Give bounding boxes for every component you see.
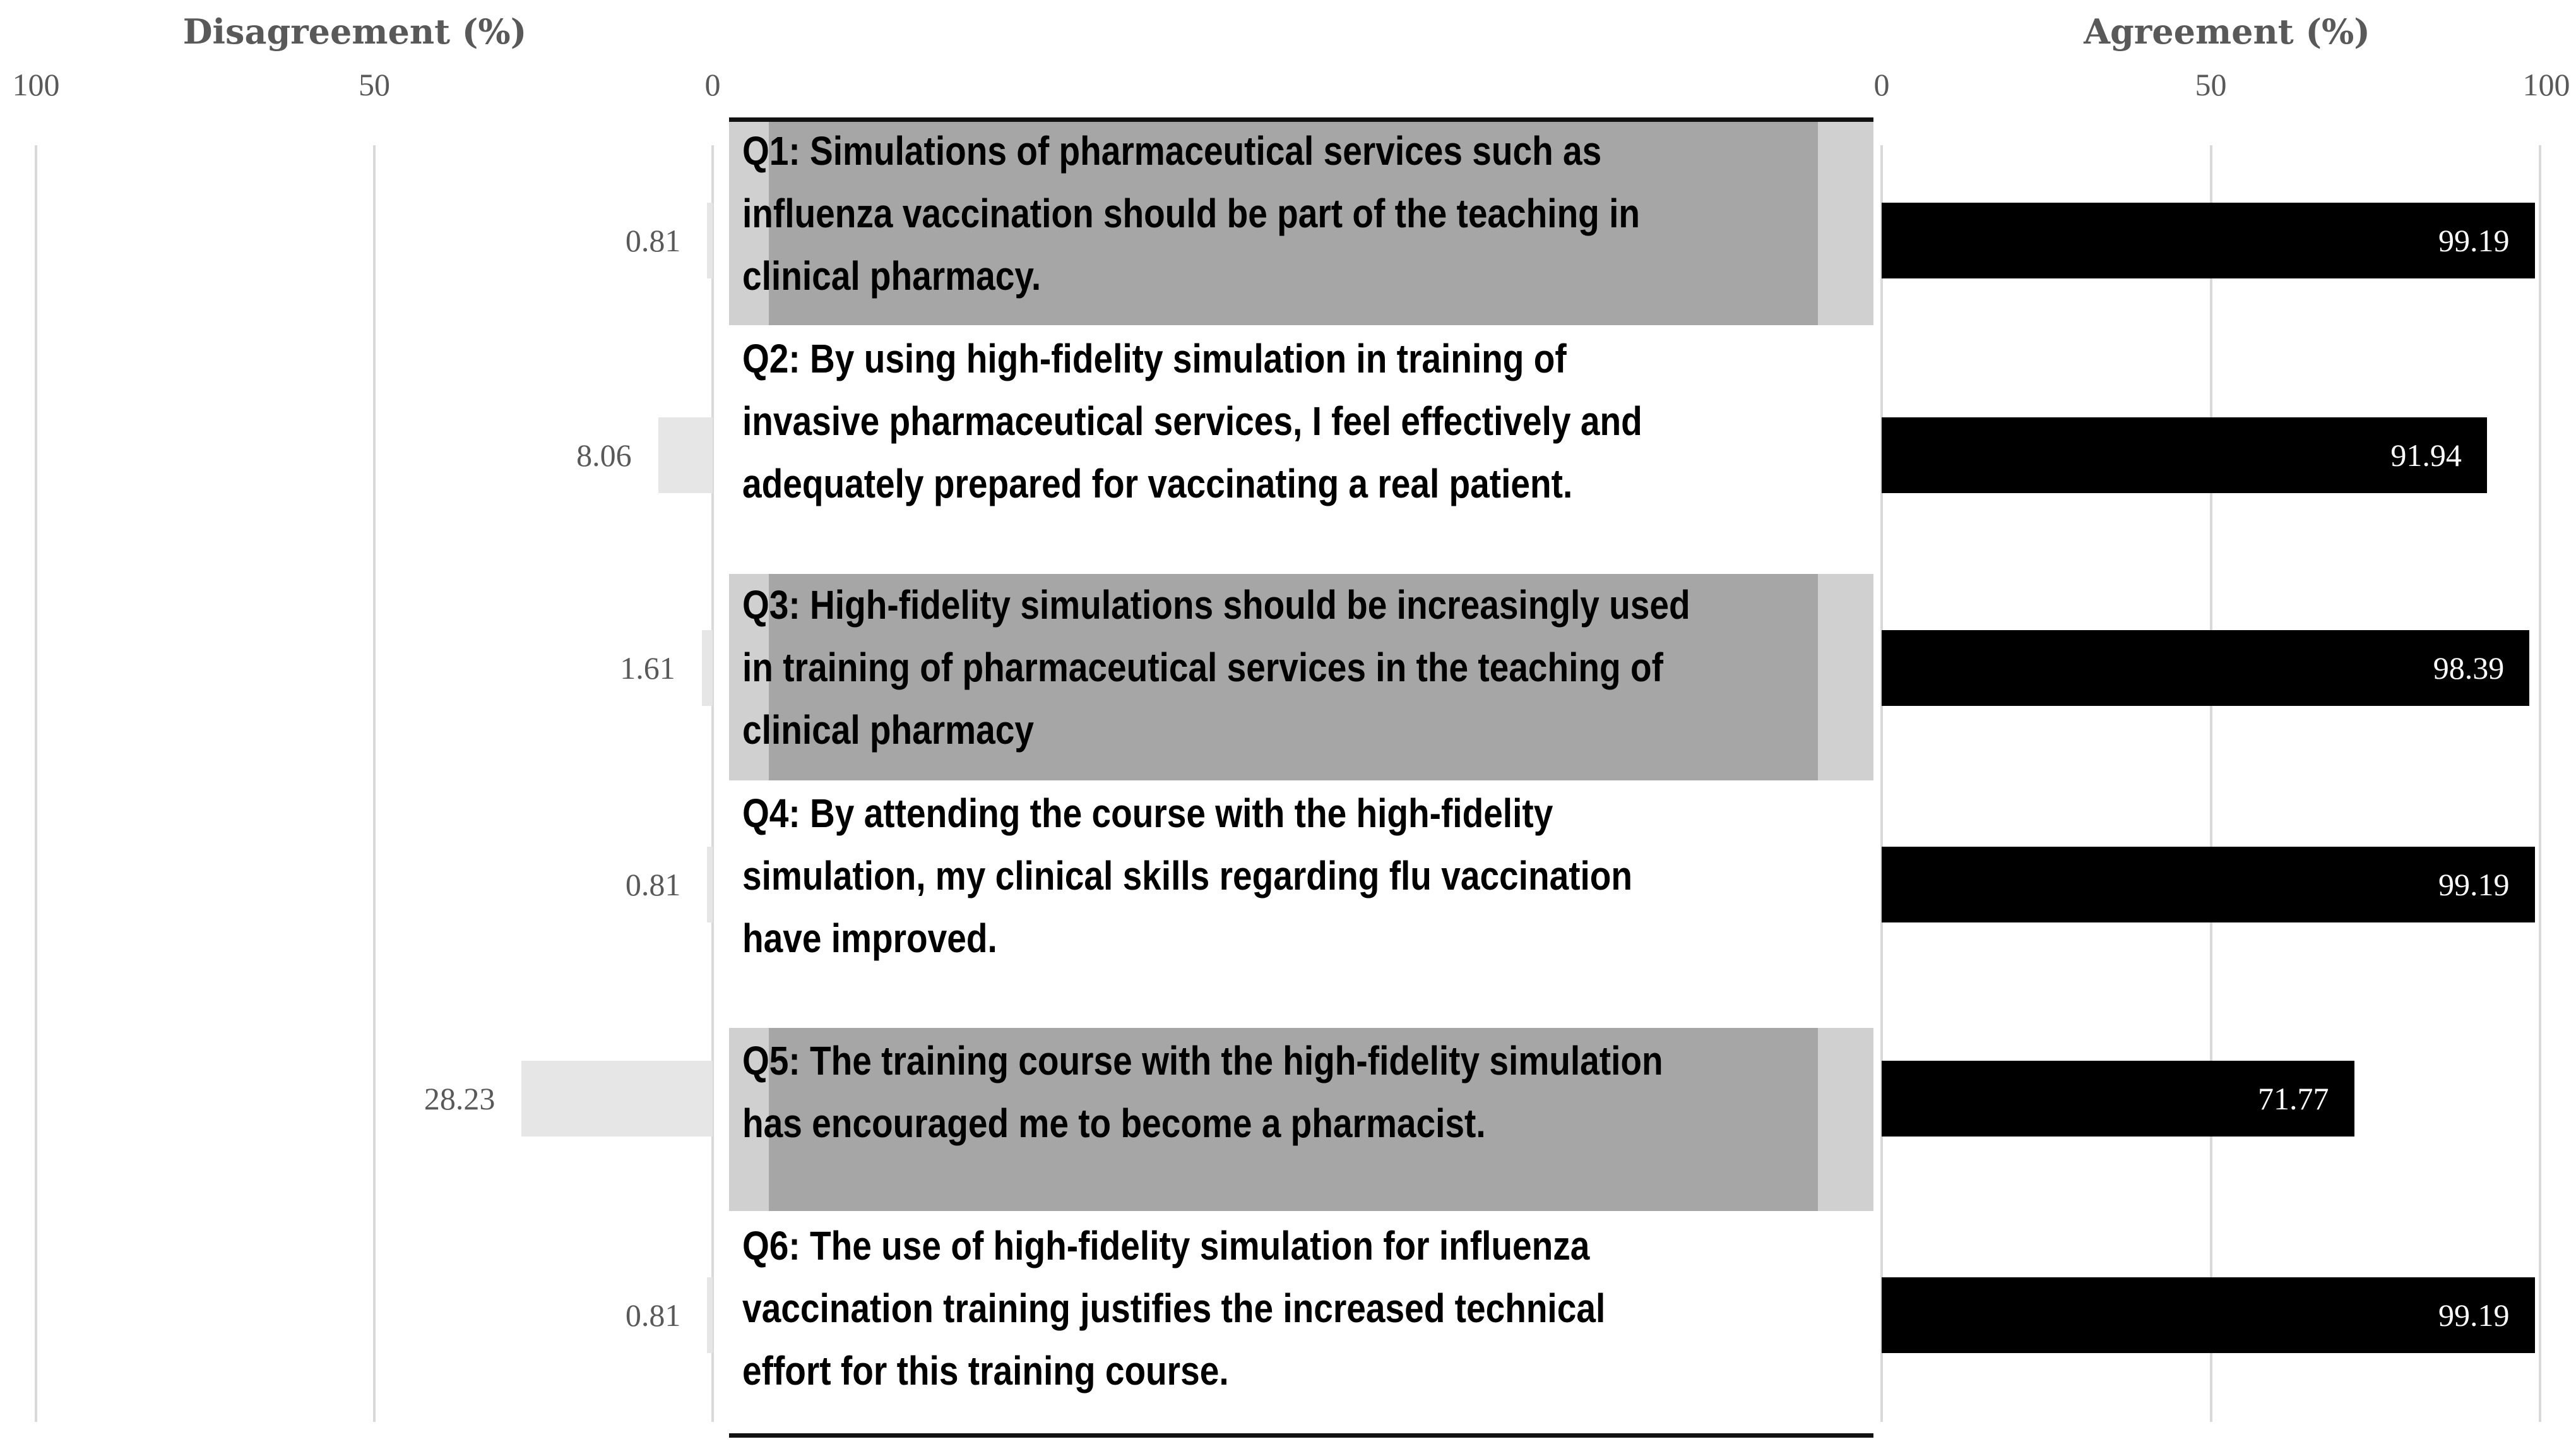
disagreement-tick-label: 100	[12, 67, 60, 102]
disagreement-value-label: 28.23	[424, 1081, 496, 1116]
question-line: clinical pharmacy.	[742, 253, 1042, 299]
agreement-bar	[1882, 847, 2535, 922]
gridline	[35, 145, 37, 1422]
panel-bottom-rule	[729, 1433, 1873, 1438]
question-line: Q2: By using high-fidelity simulation in training of	[742, 336, 1567, 381]
question-text-q5	[742, 1030, 1663, 1155]
question-line: clinical pharmacy	[742, 707, 1034, 753]
question-text-q3	[742, 574, 1690, 761]
agreement-value-label: 99.19	[2438, 223, 2510, 258]
agreement-value-label: 71.77	[2258, 1081, 2329, 1116]
gridline	[373, 145, 376, 1422]
disagreement-bar	[707, 847, 713, 922]
question-line: Q5: The training course with the high-fidelity simulation	[742, 1038, 1663, 1083]
agreement-tick-label: 0	[1873, 67, 1890, 102]
question-line: Q4: By attending the course with the high-fidelity	[742, 791, 1553, 836]
agreement-axis-title: Agreement (%)	[2084, 11, 2370, 52]
question-line: Q3: High-fidelity simulations should be increasingly used	[742, 582, 1690, 628]
question-line: has encouraged me to become a pharmacist.	[742, 1101, 1486, 1146]
disagreement-bar	[707, 1277, 713, 1353]
disagreement-value-label: 1.61	[620, 650, 675, 686]
agreement-tick-label: 100	[2522, 67, 2570, 102]
disagreement-value-label: 0.81	[625, 223, 681, 258]
disagreement-tick-label: 50	[359, 67, 390, 102]
question-text-q1	[742, 120, 1640, 307]
disagreement-bar	[702, 630, 713, 706]
question-line: vaccination training justifies the increased technical	[742, 1286, 1606, 1331]
question-line: Q6: The use of high-fidelity simulation for influenza	[742, 1223, 1590, 1268]
question-line: simulation, my clinical skills regarding flu vaccination	[742, 853, 1633, 898]
gridline	[2210, 145, 2212, 1422]
gridline	[711, 145, 714, 1422]
agreement-bar	[1882, 1277, 2535, 1353]
agreement-value-label: 99.19	[2438, 867, 2510, 902]
disagreement-value-label: 0.81	[625, 867, 681, 902]
gridline	[2539, 145, 2541, 1422]
question-text-q2	[742, 328, 1642, 515]
disagreement-bar	[658, 417, 713, 493]
disagreement-bar	[707, 203, 713, 278]
agreement-tick-label: 50	[2195, 67, 2227, 102]
agreement-bar	[1882, 203, 2535, 278]
question-text-q6	[742, 1215, 1605, 1402]
disagreement-bar	[521, 1061, 713, 1137]
agreement-value-label: 99.19	[2438, 1298, 2510, 1333]
question-line: adequately prepared for vaccinating a real patient.	[742, 461, 1573, 506]
gridline	[1880, 145, 1883, 1422]
disagreement-value-label: 0.81	[625, 1298, 681, 1333]
disagreement-tick-label: 0	[704, 67, 721, 102]
disagreement-value-label: 8.06	[576, 438, 632, 473]
agreement-bar	[1882, 630, 2529, 706]
disagreement-axis-title: Disagreement (%)	[182, 11, 527, 52]
question-line: Q1: Simulations of pharmaceutical services such as	[742, 128, 1602, 174]
question-text-q4	[742, 782, 1632, 970]
question-line: in training of pharmaceutical services in the teaching of	[742, 645, 1663, 690]
question-line: influenza vaccination should be part of the teaching in	[742, 191, 1641, 236]
question-line: effort for this training course.	[742, 1348, 1229, 1393]
agreement-value-label: 98.39	[2433, 650, 2505, 686]
question-line: invasive pharmaceutical services, I feel effectively and	[742, 398, 1642, 444]
question-line: have improved.	[742, 916, 997, 961]
agreement-value-label: 91.94	[2390, 438, 2462, 473]
